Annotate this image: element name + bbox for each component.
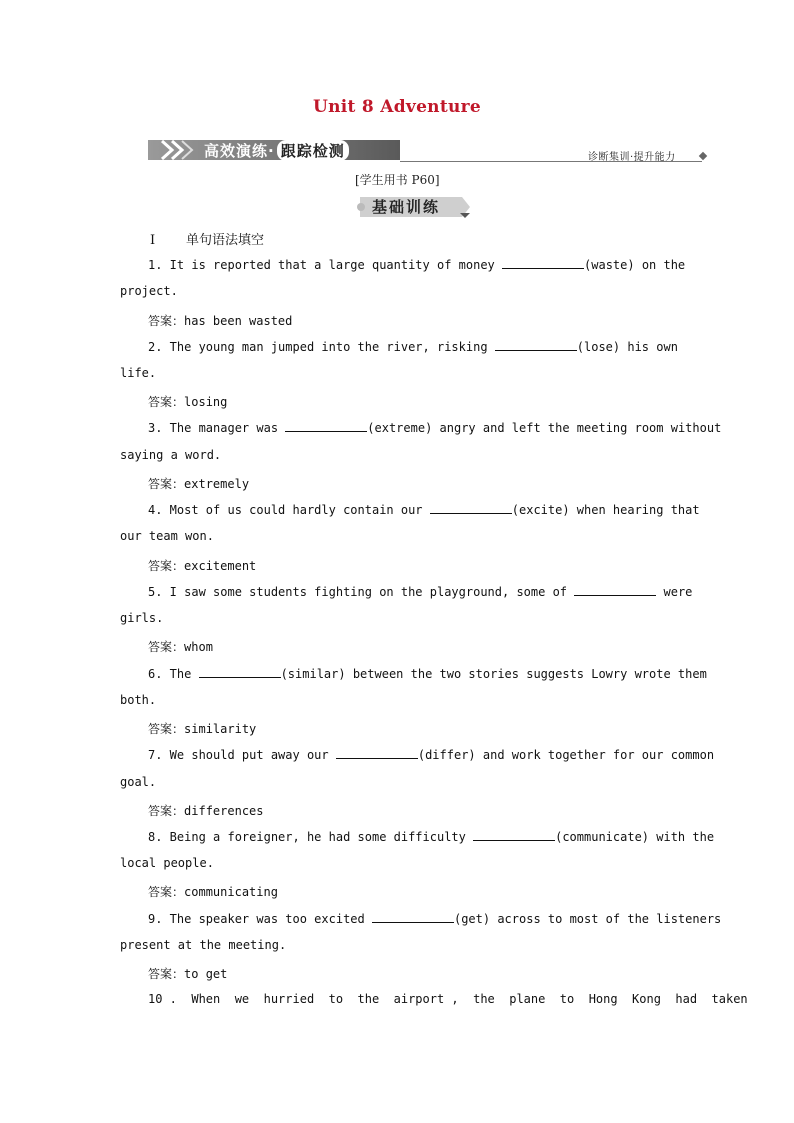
answer-3: [148, 475, 249, 492]
question-text: 7. We should put away our: [148, 748, 336, 763]
question-text: 8. Being a foreigner, he had some difficulty: [148, 829, 474, 844]
banner-title: [204, 140, 349, 161]
question-text: (similar) between the two stories suggests Lowry wrote them: [280, 666, 707, 681]
answer-2: [148, 393, 227, 410]
answer-blank: [336, 747, 418, 759]
question-9-continuation: present at the meeting.: [120, 937, 287, 952]
answer-blank: [502, 257, 584, 269]
answer-label: 答案：: [148, 640, 185, 655]
answer-label: 答案：: [148, 967, 185, 982]
question-6-continuation: both.: [120, 692, 157, 707]
question-4-continuation: our team won.: [120, 529, 214, 544]
question-5-line: [148, 584, 692, 599]
question-text: (extreme) angry and left the meeting room without: [367, 421, 722, 436]
diamond-icon: [699, 152, 707, 160]
answer-text: differences: [184, 803, 264, 818]
answer-label: 答案：: [148, 803, 185, 818]
answer-blank: [285, 420, 367, 432]
answer-label: 答案：: [148, 476, 185, 491]
badge-label: 基础训练: [372, 198, 441, 216]
question-text: (waste) on the: [584, 258, 686, 272]
answer-6: [148, 720, 256, 737]
answer-blank: [372, 911, 454, 923]
answer-text: similarity: [184, 722, 257, 736]
question-6-line: [148, 666, 707, 681]
question-3-line: [148, 420, 721, 435]
question-text: (excite) when hearing that: [511, 503, 700, 518]
question-1-line: [148, 257, 685, 272]
question-3-continuation: saying a word.: [120, 447, 222, 462]
answer-7: [148, 802, 264, 819]
answer-label: 答案：: [148, 885, 185, 900]
section-number: I: [150, 233, 156, 248]
question-text: 9. The speaker was too excited: [148, 911, 372, 926]
question-8-continuation: local people.: [120, 856, 214, 871]
question-text: were: [656, 584, 693, 599]
answer-label: 答案：: [148, 395, 185, 410]
question-1-continuation: project.: [120, 284, 178, 299]
answer-blank: [495, 339, 577, 351]
question-5-continuation: girls.: [120, 611, 164, 626]
question-text: 1. It is reported that a large quantity of money: [148, 258, 503, 272]
page-title: Unit 8 Adventure: [312, 97, 482, 117]
answer-label: 答案：: [148, 722, 185, 736]
answer-text: has been wasted: [184, 313, 293, 328]
answer-text: whom: [184, 640, 213, 655]
question-2-continuation: life.: [120, 366, 157, 380]
answer-blank: [574, 584, 656, 596]
question-9-line: [148, 911, 721, 926]
answer-label: 答案：: [148, 558, 185, 573]
question-4-line: [148, 502, 700, 517]
answer-text: extremely: [184, 476, 250, 491]
answer-8: [148, 883, 278, 900]
book-reference: [学生用书 P60]: [355, 173, 440, 187]
question-7-continuation: goal.: [120, 774, 157, 789]
banner-left-text: 高效演练·: [204, 142, 275, 160]
answer-5: [148, 638, 213, 655]
answer-label: 答案：: [148, 313, 185, 328]
answer-text: communicating: [184, 885, 278, 900]
question-text: 3. The manager was: [148, 421, 286, 436]
section-title: 单句语法填空: [186, 233, 265, 248]
question-text: 4. Most of us could hardly contain our: [148, 503, 430, 518]
answer-text: excitement: [184, 558, 257, 573]
answer-text: losing: [184, 395, 228, 410]
question-text: 2. The young man jumped into the river, risking: [148, 339, 495, 354]
question-10-line: 10 . When we hurried to the airport , the plane to Hong Kong had taken: [148, 992, 748, 1006]
question-text: (differ) and work together for our common: [417, 748, 715, 763]
answer-9: [148, 965, 227, 982]
question-2-line: [148, 339, 678, 354]
banner-highlight-text: 跟踪检测: [277, 140, 349, 161]
question-text: (get) across to most of the listeners: [453, 911, 722, 926]
answer-blank: [430, 502, 512, 514]
question-text: (communicate) with the: [555, 829, 715, 844]
question-7-line: [148, 747, 714, 762]
answer-text: to get: [184, 967, 228, 982]
answer-blank: [199, 666, 281, 678]
question-text: 6. The: [148, 666, 199, 681]
answer-4: [148, 557, 256, 574]
question-text: 5. I saw some students fighting on the playground, some of: [148, 584, 575, 599]
answer-blank: [473, 829, 555, 841]
banner-subtitle: 诊断集训·提升能力: [588, 152, 676, 163]
section-heading: [150, 229, 264, 248]
question-8-line: [148, 829, 714, 844]
question-text: (lose) his own: [576, 339, 678, 354]
answer-1: [148, 312, 292, 329]
